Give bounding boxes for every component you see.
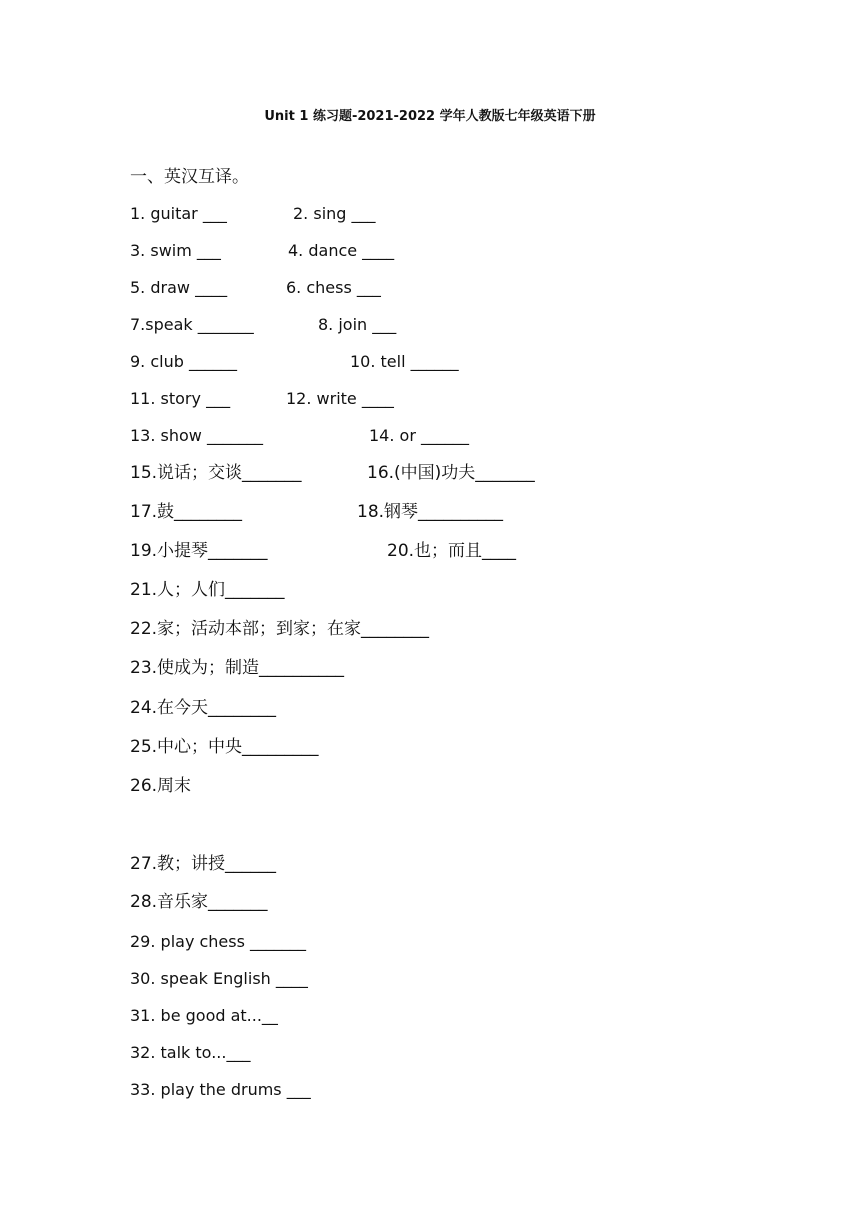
item-32: 32. talk to...___ [130, 1043, 251, 1062]
item-18: 18.钢琴__________ [357, 502, 504, 522]
item-10: 10. tell ______ [350, 352, 459, 371]
item-15: 15.说话；交谈_______ [130, 463, 302, 483]
item-14: 14. or ______ [369, 426, 469, 445]
item-28: 28.音乐家_______ [130, 892, 268, 912]
item-26: 26.周末 [130, 776, 192, 796]
item-7: 7.speak _______ [130, 315, 254, 334]
item-1: 1. guitar ___ [130, 204, 227, 223]
item-13: 13. show _______ [130, 426, 263, 445]
item-9: 9. club ______ [130, 352, 237, 371]
item-16: 16.(中国)功夫_______ [367, 463, 535, 483]
item-6: 6. chess ___ [286, 278, 381, 297]
item-25: 25.中心；中央_________ [130, 737, 319, 757]
item-11: 11. story ___ [130, 389, 231, 408]
item-29: 29. play chess _______ [130, 932, 307, 951]
item-17: 17.鼓________ [130, 502, 243, 522]
item-31: 31. be good at...__ [130, 1006, 278, 1025]
item-30: 30. speak English ____ [130, 969, 308, 988]
item-33: 33. play the drums ___ [130, 1080, 311, 1099]
item-4: 4. dance ____ [288, 241, 395, 260]
section-heading: 一、英汉互译。 [130, 167, 249, 187]
item-21: 21.人；人们_______ [130, 580, 285, 600]
item-12: 12. write ____ [286, 389, 394, 408]
item-20: 20.也；而且____ [387, 541, 517, 561]
item-27: 27.教；讲授______ [130, 854, 277, 874]
item-8: 8. join ___ [318, 315, 397, 334]
page-title: Unit 1 练习题-2021-2022 学年人教版七年级英语下册 [264, 109, 596, 124]
item-5: 5. draw ____ [130, 278, 228, 297]
item-23: 23.使成为；制造__________ [130, 658, 345, 678]
item-3: 3. swim ___ [130, 241, 221, 260]
item-19: 19.小提琴_______ [130, 541, 268, 561]
item-22: 22.家；活动本部；到家；在家________ [130, 619, 430, 639]
item-2: 2. sing ___ [293, 204, 376, 223]
item-24: 24.在今天________ [130, 698, 277, 718]
